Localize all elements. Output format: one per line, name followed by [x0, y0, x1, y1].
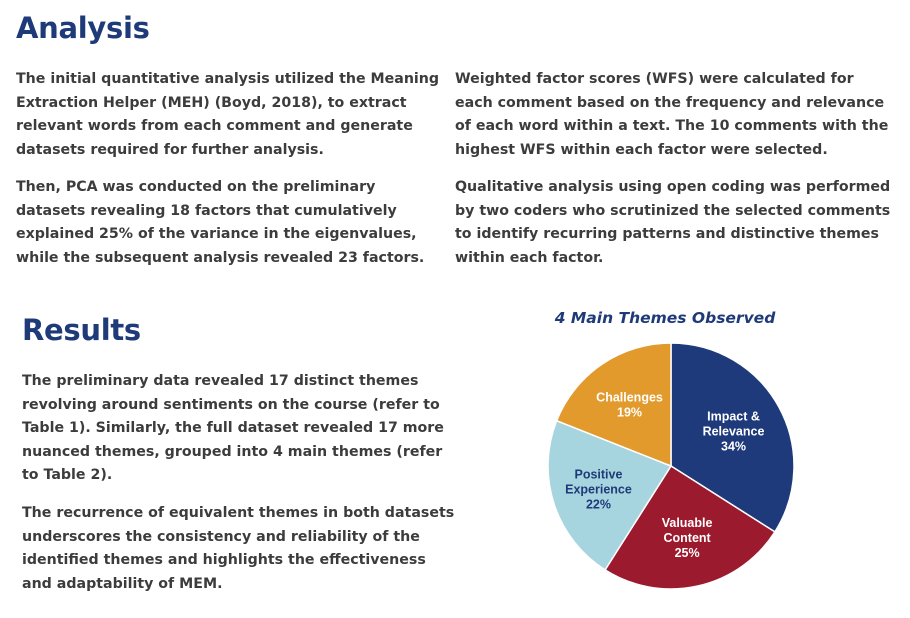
themes-pie-chart — [520, 332, 820, 612]
pie-slice-label: Positive Experience 22% — [565, 467, 632, 512]
chart-title: 4 Main Themes Observed — [554, 309, 776, 327]
pie-slice-label: Impact & Relevance 34% — [702, 409, 765, 454]
results-paragraph-2: The recurrence of equivalent themes in both datasets underscores the consistency and reliability of the identified themes and highlights the effectiveness and adaptability of MEM. — [22, 505, 455, 592]
pie-slice-label: Challenges 19% — [596, 390, 663, 420]
analysis-paragraph-1: The initial quantitative analysis utilized the Meaning Extraction Helper (MEH) (Boyd, 2018), to extract relevant words from each comment and generate datasets required for further analysis. — [16, 71, 440, 158]
results-paragraph-1: The preliminary data revealed 17 distinct themes revolving around sentiments on the course (refer to Table 1). Similarly, the full dataset revealed 17 more nuanced themes, grouped into 4 main themes (refer to Table 2). — [22, 373, 444, 483]
pie-slice-label: Valuable Content 25% — [661, 516, 713, 561]
analysis-paragraph-2: Then, PCA was conducted on the preliminary datasets revealing 18 factors that cumulatively explained 25% of the variance in the eigenvalues, while the subsequent analysis revealed 23 factors. — [16, 179, 425, 266]
analysis-paragraph-4: Qualitative analysis using open coding was performed by two coders who scrutinized the selected comments to identify recurring patterns and distinctive themes within each factor. — [455, 179, 891, 266]
results-heading: Results — [22, 313, 141, 347]
analysis-heading: Analysis — [16, 11, 150, 45]
analysis-paragraph-3: Weighted factor scores (WFS) were calculated for each comment based on the frequency and relevance of each word within a text. The 10 comments with the highest WFS within each factor were selected. — [455, 71, 889, 158]
